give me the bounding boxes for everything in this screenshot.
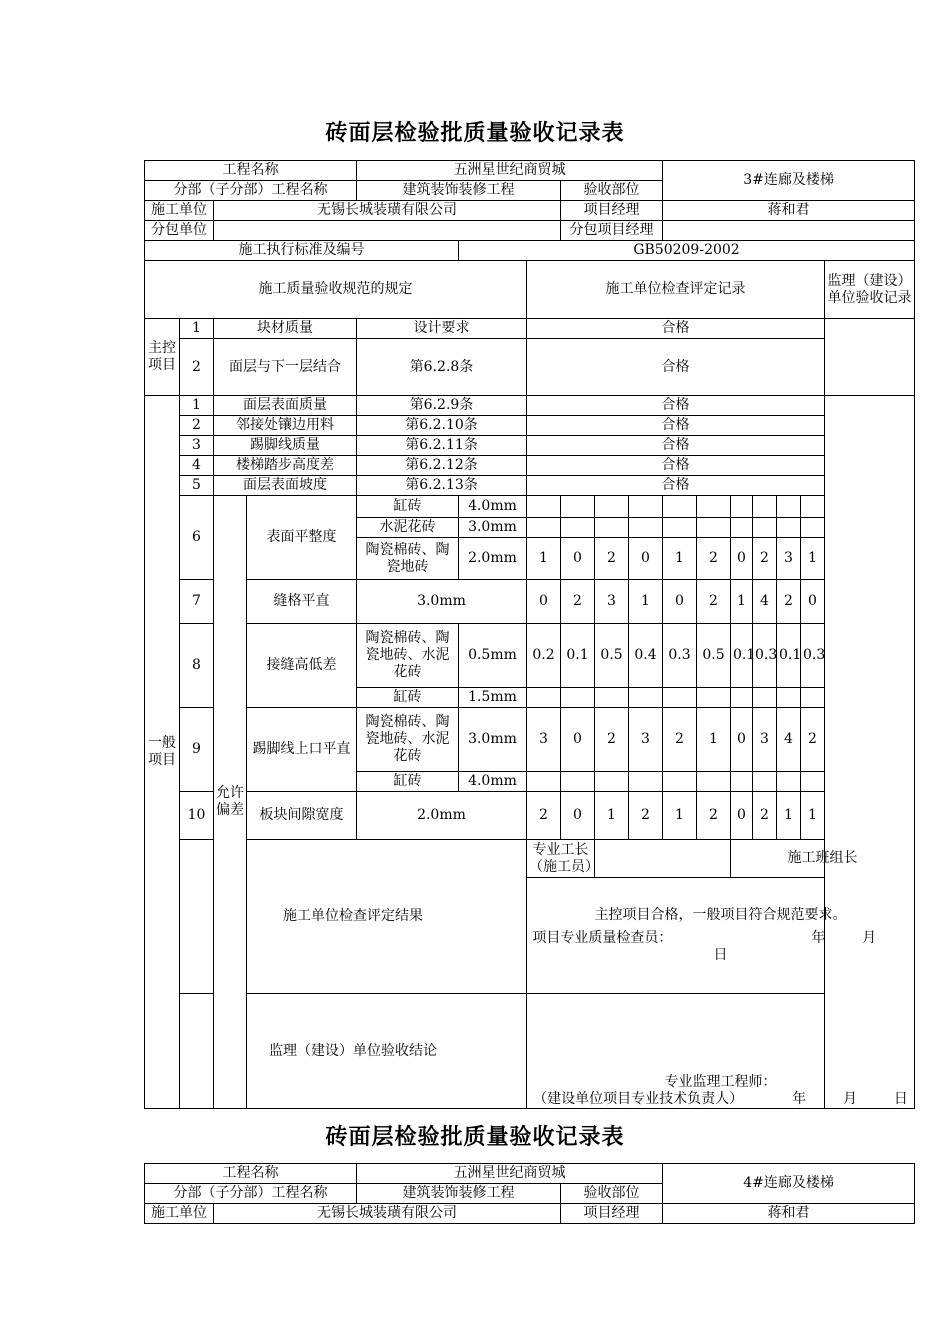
tolerance-value: 3.0mm bbox=[459, 518, 527, 538]
foreman-value bbox=[595, 840, 731, 878]
measure-value: 2 bbox=[801, 708, 825, 772]
measure-value: 2 bbox=[753, 538, 777, 580]
measure-value: 3 bbox=[595, 580, 629, 624]
measure-cell bbox=[527, 496, 561, 518]
general-item-no: 5 bbox=[180, 476, 214, 496]
measure-value: 0.5 bbox=[697, 624, 731, 688]
measure-cell bbox=[663, 496, 697, 518]
measure-cell bbox=[629, 772, 663, 792]
tolerance-value: 3.0mm bbox=[459, 708, 527, 772]
measure-cell bbox=[629, 688, 663, 708]
measure-cell bbox=[731, 496, 753, 518]
measure-value: 2 bbox=[697, 538, 731, 580]
main-supervisor-cell bbox=[825, 319, 915, 396]
team-leader-label: 施工班组长 bbox=[731, 840, 915, 878]
supervisor-conclusion-label: 监理（建设）单位验收结论 bbox=[180, 994, 527, 1109]
measure-value: 1 bbox=[801, 538, 825, 580]
measure-value: 2 bbox=[561, 580, 595, 624]
measure-value: 0.2 bbox=[527, 624, 561, 688]
measure-cell bbox=[731, 518, 753, 538]
material-name: 陶瓷棉砖、陶瓷地砖 bbox=[357, 538, 459, 580]
measure-value: 0.1 bbox=[561, 624, 595, 688]
measure-value: 2 bbox=[697, 580, 731, 624]
main-item-result: 合格 bbox=[527, 339, 825, 396]
material-name: 陶瓷棉砖、陶瓷地砖、水泥花砖 bbox=[357, 624, 459, 688]
project-manager-label: 项目经理 bbox=[561, 1204, 663, 1224]
measure-value: 3 bbox=[629, 708, 663, 772]
measure-value: 1 bbox=[697, 708, 731, 772]
division-label: 分部（子分部）工程名称 bbox=[145, 181, 357, 201]
division-value: 建筑装饰装修工程 bbox=[357, 1184, 561, 1204]
measure-cell bbox=[697, 688, 731, 708]
measure-value: 0 bbox=[731, 708, 753, 772]
acceptance-part-label: 验收部位 bbox=[561, 181, 663, 201]
measure-cell bbox=[777, 518, 801, 538]
tolerance-value: 1.5mm bbox=[459, 688, 527, 708]
subcontractor-value bbox=[214, 221, 561, 241]
tolerance-item-name: 踢脚线上口平直 bbox=[247, 708, 357, 792]
measure-value: 0.4 bbox=[629, 624, 663, 688]
general-item-result: 合格 bbox=[527, 416, 825, 436]
year-label: 年 bbox=[792, 1091, 807, 1107]
form-title: 砖面层检验批质量验收记录表 bbox=[325, 121, 625, 146]
measure-value: 3 bbox=[527, 708, 561, 772]
measure-cell bbox=[753, 496, 777, 518]
allowance-group-label: 允许偏差 bbox=[214, 496, 247, 1109]
measure-value: 0 bbox=[663, 580, 697, 624]
main-item-no: 2 bbox=[180, 339, 214, 396]
inspection-form-table-2 bbox=[144, 1163, 915, 1224]
measure-cell bbox=[777, 688, 801, 708]
measure-value: 1 bbox=[527, 538, 561, 580]
subcontractor-label: 分包单位 bbox=[145, 221, 214, 241]
measure-value: 0.1 bbox=[777, 624, 801, 688]
material-name: 陶瓷棉砖、陶瓷地砖、水泥花砖 bbox=[357, 708, 459, 772]
year-label: 年 bbox=[811, 930, 826, 946]
material-name: 缸砖 bbox=[357, 496, 459, 518]
general-item-result: 合格 bbox=[527, 396, 825, 416]
tolerance-item-no: 8 bbox=[180, 624, 214, 708]
measure-value: 3 bbox=[777, 538, 801, 580]
measure-cell bbox=[527, 518, 561, 538]
general-items-group-label: 一般项目 bbox=[145, 396, 180, 1109]
measure-cell bbox=[595, 688, 629, 708]
owner-rep-label: （建设单位项目专业技术负责人） bbox=[533, 1091, 744, 1107]
measure-value: 0 bbox=[731, 792, 753, 840]
measure-cell bbox=[561, 496, 595, 518]
measure-value: 0 bbox=[561, 708, 595, 772]
division-value: 建筑装饰装修工程 bbox=[357, 181, 561, 201]
general-item-result: 合格 bbox=[527, 476, 825, 496]
general-item-no: 1 bbox=[180, 396, 214, 416]
main-item-name: 面层与下一层结合 bbox=[214, 339, 357, 396]
measure-value: 0.3 bbox=[663, 624, 697, 688]
measure-cell bbox=[595, 496, 629, 518]
foreman-label: 专业工长（施工员） bbox=[527, 840, 595, 878]
general-item-result: 合格 bbox=[527, 456, 825, 476]
general-item-clause: 第6.2.10条 bbox=[357, 416, 527, 436]
supervisor-engineer-label: 专业监理工程师： bbox=[664, 1074, 777, 1090]
measure-value: 2 bbox=[753, 792, 777, 840]
measure-cell bbox=[801, 688, 825, 708]
tolerance-value: 2.0mm bbox=[357, 792, 527, 840]
project-manager-label: 项目经理 bbox=[561, 201, 663, 221]
tolerance-item-name: 接缝高低差 bbox=[247, 624, 357, 708]
measure-cell bbox=[777, 772, 801, 792]
measure-cell bbox=[731, 772, 753, 792]
tolerance-item-name: 板块间隙宽度 bbox=[247, 792, 357, 840]
main-item-no: 1 bbox=[180, 319, 214, 339]
measure-value: 1 bbox=[629, 580, 663, 624]
project-manager-value: 蒋和君 bbox=[663, 1204, 915, 1224]
general-item-clause: 第6.2.11条 bbox=[357, 436, 527, 456]
tolerance-value: 0.5mm bbox=[459, 624, 527, 688]
measure-cell bbox=[801, 496, 825, 518]
measure-value: 4 bbox=[753, 580, 777, 624]
main-items-group-label: 主控项目 bbox=[145, 319, 180, 396]
day-label: 日 bbox=[893, 1091, 908, 1107]
standard-value: GB50209-2002 bbox=[459, 241, 915, 261]
measure-cell bbox=[595, 772, 629, 792]
general-item-result: 合格 bbox=[527, 436, 825, 456]
measure-value: 4 bbox=[777, 708, 801, 772]
measure-cell bbox=[663, 518, 697, 538]
measure-value: 0.1 bbox=[731, 624, 753, 688]
measure-value: 2 bbox=[697, 792, 731, 840]
acceptance-part-label: 验收部位 bbox=[561, 1184, 663, 1204]
measure-value: 2 bbox=[777, 580, 801, 624]
measure-value: 0.3 bbox=[801, 624, 825, 688]
measure-value: 1 bbox=[731, 580, 753, 624]
material-name: 缸砖 bbox=[357, 688, 459, 708]
measure-cell bbox=[777, 496, 801, 518]
measure-cell bbox=[753, 518, 777, 538]
project-name-label: 工程名称 bbox=[145, 1164, 357, 1184]
main-item-design-req: 设计要求 bbox=[357, 319, 527, 339]
measure-value: 2 bbox=[663, 708, 697, 772]
standard-label: 施工执行标准及编号 bbox=[145, 241, 459, 261]
measure-value: 1 bbox=[663, 792, 697, 840]
measure-value: 0 bbox=[561, 792, 595, 840]
project-name-label: 工程名称 bbox=[145, 161, 357, 181]
measure-cell bbox=[527, 688, 561, 708]
project-name-value: 五洲星世纪商贸城 bbox=[357, 161, 663, 181]
measure-value: 3 bbox=[753, 708, 777, 772]
measure-value: 1 bbox=[777, 792, 801, 840]
measure-value: 0 bbox=[561, 538, 595, 580]
general-item-clause: 第6.2.13条 bbox=[357, 476, 527, 496]
measure-value: 1 bbox=[663, 538, 697, 580]
measure-cell bbox=[731, 688, 753, 708]
measure-cell bbox=[663, 772, 697, 792]
tolerance-item-no: 10 bbox=[180, 792, 214, 840]
general-item-no: 4 bbox=[180, 456, 214, 476]
inspector-label: 项目专业质量检查员： bbox=[532, 930, 673, 946]
month-label: 月 bbox=[862, 930, 877, 946]
measure-cell bbox=[801, 772, 825, 792]
material-name: 缸砖 bbox=[357, 772, 459, 792]
check-result-label: 施工单位检查评定结果 bbox=[180, 840, 527, 994]
measure-value: 0 bbox=[629, 538, 663, 580]
check-result-text: 主控项目合格，一般项目符合规范要求。 bbox=[594, 907, 847, 923]
contractor-label: 施工单位 bbox=[145, 1204, 214, 1224]
tolerance-item-no: 7 bbox=[180, 580, 214, 624]
general-item-name: 面层表面质量 bbox=[214, 396, 357, 416]
measure-value: 2 bbox=[595, 708, 629, 772]
general-item-no: 2 bbox=[180, 416, 214, 436]
main-item-clause: 第6.2.8条 bbox=[357, 339, 527, 396]
measure-cell bbox=[527, 772, 561, 792]
measure-value: 0.5 bbox=[595, 624, 629, 688]
measure-value: 2 bbox=[629, 792, 663, 840]
contractor-value: 无锡长城装璜有限公司 bbox=[214, 1204, 561, 1224]
tolerance-value: 2.0mm bbox=[459, 538, 527, 580]
measure-cell bbox=[753, 772, 777, 792]
day-label: 日 bbox=[713, 947, 728, 963]
division-label: 分部（子分部）工程名称 bbox=[145, 1184, 357, 1204]
tolerance-item-no: 6 bbox=[180, 496, 214, 580]
tolerance-item-name: 表面平整度 bbox=[247, 496, 357, 580]
measure-cell bbox=[629, 518, 663, 538]
general-item-no: 3 bbox=[180, 436, 214, 456]
project-name-value: 五洲星世纪商贸城 bbox=[357, 1164, 663, 1184]
measure-cell bbox=[697, 496, 731, 518]
main-item-result: 合格 bbox=[527, 319, 825, 339]
sub-project-manager-value bbox=[663, 221, 915, 241]
measure-value: 0 bbox=[731, 538, 753, 580]
general-item-name: 面层表面坡度 bbox=[214, 476, 357, 496]
tolerance-value: 4.0mm bbox=[459, 772, 527, 792]
main-item-name: 块材质量 bbox=[214, 319, 357, 339]
form-title: 砖面层检验批质量验收记录表 bbox=[325, 1125, 625, 1150]
inspection-form-table bbox=[144, 160, 915, 1109]
measure-value: 0.3 bbox=[753, 624, 777, 688]
spec-header: 施工质量验收规范的规定 bbox=[145, 261, 527, 319]
measure-cell bbox=[595, 518, 629, 538]
check-result-content bbox=[527, 878, 915, 994]
general-item-name: 楼梯踏步高度差 bbox=[214, 456, 357, 476]
measure-cell bbox=[753, 688, 777, 708]
measure-value: 2 bbox=[527, 792, 561, 840]
measure-cell bbox=[629, 496, 663, 518]
measure-cell bbox=[697, 772, 731, 792]
tolerance-value: 4.0mm bbox=[459, 496, 527, 518]
supervisor-conclusion-content bbox=[527, 994, 915, 1109]
measure-cell bbox=[561, 518, 595, 538]
measure-value: 0 bbox=[527, 580, 561, 624]
measure-cell bbox=[561, 772, 595, 792]
measure-cell bbox=[801, 518, 825, 538]
location-value: 3#连廊及楼梯 bbox=[663, 161, 915, 201]
general-item-name: 踢脚线质量 bbox=[214, 436, 357, 456]
general-item-clause: 第6.2.12条 bbox=[357, 456, 527, 476]
sub-project-manager-label: 分包项目经理 bbox=[561, 221, 663, 241]
tolerance-item-no: 9 bbox=[180, 708, 214, 792]
general-item-name: 邻接处镶边用料 bbox=[214, 416, 357, 436]
project-manager-value: 蒋和君 bbox=[663, 201, 915, 221]
month-label: 月 bbox=[842, 1091, 857, 1107]
location-value: 4#连廊及楼梯 bbox=[663, 1164, 915, 1204]
measure-value: 0 bbox=[801, 580, 825, 624]
measure-value: 1 bbox=[801, 792, 825, 840]
contractor-value: 无锡长城装璜有限公司 bbox=[214, 201, 561, 221]
measure-cell bbox=[663, 688, 697, 708]
tolerance-value: 3.0mm bbox=[357, 580, 527, 624]
tolerance-item-name: 缝格平直 bbox=[247, 580, 357, 624]
measure-value: 2 bbox=[595, 538, 629, 580]
general-item-clause: 第6.2.9条 bbox=[357, 396, 527, 416]
material-name: 水泥花砖 bbox=[357, 518, 459, 538]
supervisor-header: 监理（建设）单位验收记录 bbox=[825, 261, 915, 319]
measure-value: 1 bbox=[595, 792, 629, 840]
measure-cell bbox=[697, 518, 731, 538]
measure-cell bbox=[561, 688, 595, 708]
contractor-label: 施工单位 bbox=[145, 201, 214, 221]
record-header: 施工单位检查评定记录 bbox=[527, 261, 825, 319]
